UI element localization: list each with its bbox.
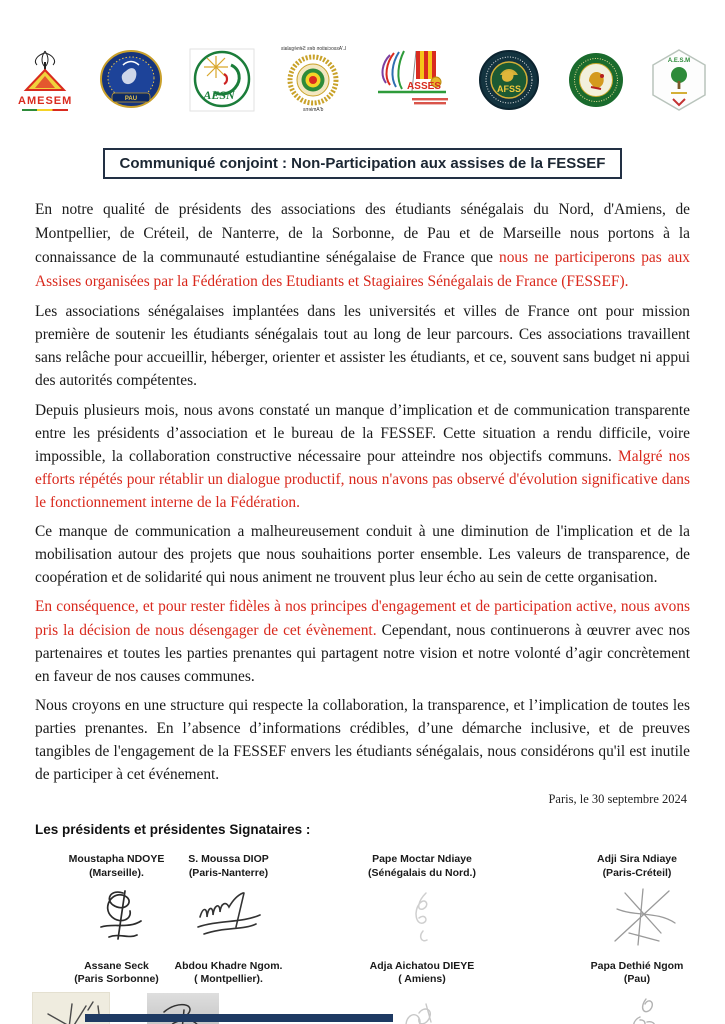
signatory-location: (Paris-Nanterre) — [188, 866, 269, 879]
svg-text:AFSS: AFSS — [497, 84, 522, 94]
signature-image — [85, 887, 149, 954]
paragraph-2 — [35, 300, 690, 392]
logo-afss — [478, 49, 540, 111]
signature-image — [392, 993, 452, 1024]
logo-aes-pau — [99, 49, 163, 111]
aesm-hexagon-icon — [651, 49, 707, 111]
signatory-name: S. Moussa DIOP — [188, 853, 269, 866]
signatory-3 — [282, 853, 562, 953]
signatory-name: Pape Moctar Ndiaye — [372, 853, 472, 866]
signatory-name: Adja Aichatou DIEYE — [369, 959, 475, 972]
svg-text:AESN: AESN — [203, 88, 235, 102]
paragraph-3-black-text: Depuis plusieurs mois, nous avons constaté un manque d’implication et de communication transparente entre les présidents d’association et le bureau de la FESSEF. Cette situation a rendu difficile, voire impossible, la collaboration constructive nécessaire pour atteindre nos objectifs communs. — [35, 401, 690, 465]
paragraph-4 — [35, 520, 690, 589]
signatory-8 — [562, 960, 712, 1024]
signature-image — [606, 993, 668, 1024]
logo-aesn — [189, 48, 255, 112]
logo-amesem — [18, 49, 72, 111]
signature-image — [402, 887, 442, 950]
logo-amiens — [281, 46, 346, 114]
paragraph-3 — [35, 399, 690, 515]
amesem-tree-icon — [18, 49, 72, 95]
signatory-location: (Paris Sorbonne) — [74, 973, 159, 986]
asses-flag-face-icon — [372, 47, 452, 113]
amesem-label: AMESEM — [18, 95, 73, 107]
aesn-star-icon — [189, 48, 255, 112]
paragraph-1-black-text: En notre qualité de présidents des associations des étudiants sénégalais du Nord, d'Amiens, de Montpellier, de Créteil, de Nanterre, de la Sorbonne, de Pau et de Marseille nous portons à la connaissance de la communauté estudiantine sénégalaise de France que — [35, 201, 690, 267]
paragraph-3-red-text: Malgré nos efforts répétés pour rétablir un dialogue productif, nous n'avons pas observé d'évolution significative dans le fonctionnement interne de la Fédération. — [35, 447, 690, 511]
paragraph-5 — [35, 595, 690, 687]
signatory-name: Abdou Khadre Ngom. — [174, 959, 283, 972]
communique-body — [35, 198, 690, 786]
logo-strip — [0, 0, 725, 126]
signatory-4 — [562, 853, 712, 953]
footer-accent-bar — [85, 1014, 393, 1022]
signatory-name: Assane Seck — [84, 959, 149, 972]
paragraph-1 — [35, 198, 690, 294]
paragraph-5-red-text: En conséquence, et pour rester fidèles à nos principes d'engagement et de participation active, nous avons pris la décision de nous désengager de cet évènement. — [35, 598, 690, 639]
logo-aesm — [651, 49, 707, 111]
date-line: Paris, le 30 septembre 2024 — [548, 792, 687, 807]
signatory-location: (Marseille). — [89, 866, 144, 879]
signatory-1 — [58, 853, 175, 953]
svg-text:A.E.S.M: A.E.S.M — [667, 58, 691, 64]
signatories-grid — [58, 853, 725, 1024]
signatory-name: Papa Dethié Ngom — [590, 959, 684, 972]
paragraph-5-black-text: Cependant, nous continuerons à œuvrer avec nos partenaires et toutes les parties prenantes qui partagent notre vision et notre volonté d’agir concrètement en faveur de nos causes communes. — [35, 621, 691, 685]
paragraph-6 — [35, 694, 690, 786]
green-seal-icon — [567, 51, 625, 109]
signatory-location: ( Amiens) — [398, 973, 446, 986]
signatory-name: Moustapha NDOYE — [68, 853, 165, 866]
signature-image — [192, 887, 266, 948]
paragraph-6-black-text: Nous croyons en une structure qui respecte la collaboration, la transparence, et l’implication de toutes les parties prenantes. En l’absence d’informations crédibles, d’une démarche inclusive, et de preuves tangibles de l'engagement de la FESSEF envers les étudiants sénégalais, nous considérons qu'il est inutile de participer à cet événement. — [35, 696, 690, 784]
amiens-caption-top: L'Association des Sénégalais — [281, 46, 346, 52]
afss-seal-icon — [478, 49, 540, 111]
signatory-location: (Paris-Créteil) — [602, 866, 672, 879]
svg-text:ASSES: ASSES — [407, 81, 442, 92]
amiens-laurel-icon — [285, 53, 341, 107]
signatory-location: (Pau) — [623, 973, 651, 986]
amesem-tricolor-bar — [22, 109, 68, 111]
logo-green-seal — [567, 51, 625, 109]
signatories-heading: Les présidents et présidentes Signataires : — [35, 822, 311, 838]
paragraph-4-black-text: Ce manque de communication a malheureusement conduit à une diminution de l'implication et de la mobilisation autour des projets que nous souhaitions porter ensemble. Les valeurs de transparence, de coopération et de solidarité qui nous animent ne trouvent plus leur écho au sein de cette organisation. — [35, 523, 690, 587]
paragraph-2-black-text: Les associations sénégalaises implantées dans les universités et villes de France ont pour mission première de soutenir les étudiants sénégalais tout au long de leur parcours. Ces associations travaillent sans relâche pour accueillir, héberger, orienter et assister les étudiants, et ce, souvent sans budget ni appui des autorités compétentes. — [35, 303, 690, 390]
pau-oval-icon — [99, 49, 163, 111]
signatory-location: ( Montpellier). — [194, 973, 263, 986]
signatory-2 — [175, 853, 282, 953]
logo-asses — [372, 47, 452, 113]
communique-title: Communiqué conjoint : Non-Participation aux assises de la FESSEF — [103, 148, 623, 179]
signatory-name: Adji Sira Ndiaye — [597, 853, 677, 866]
signatory-location: (Sénégalais du Nord.) — [368, 866, 476, 879]
paragraph-1-red-text: nous ne participerons pas aux Assises organisées par la Fédération des Etudiants et Stagiaires Sénégalais de France (FESSEF). — [35, 249, 690, 291]
amiens-caption-bottom: d'Amiens — [303, 107, 324, 113]
signature-image — [591, 887, 683, 952]
svg-text:PAU: PAU — [124, 96, 137, 102]
